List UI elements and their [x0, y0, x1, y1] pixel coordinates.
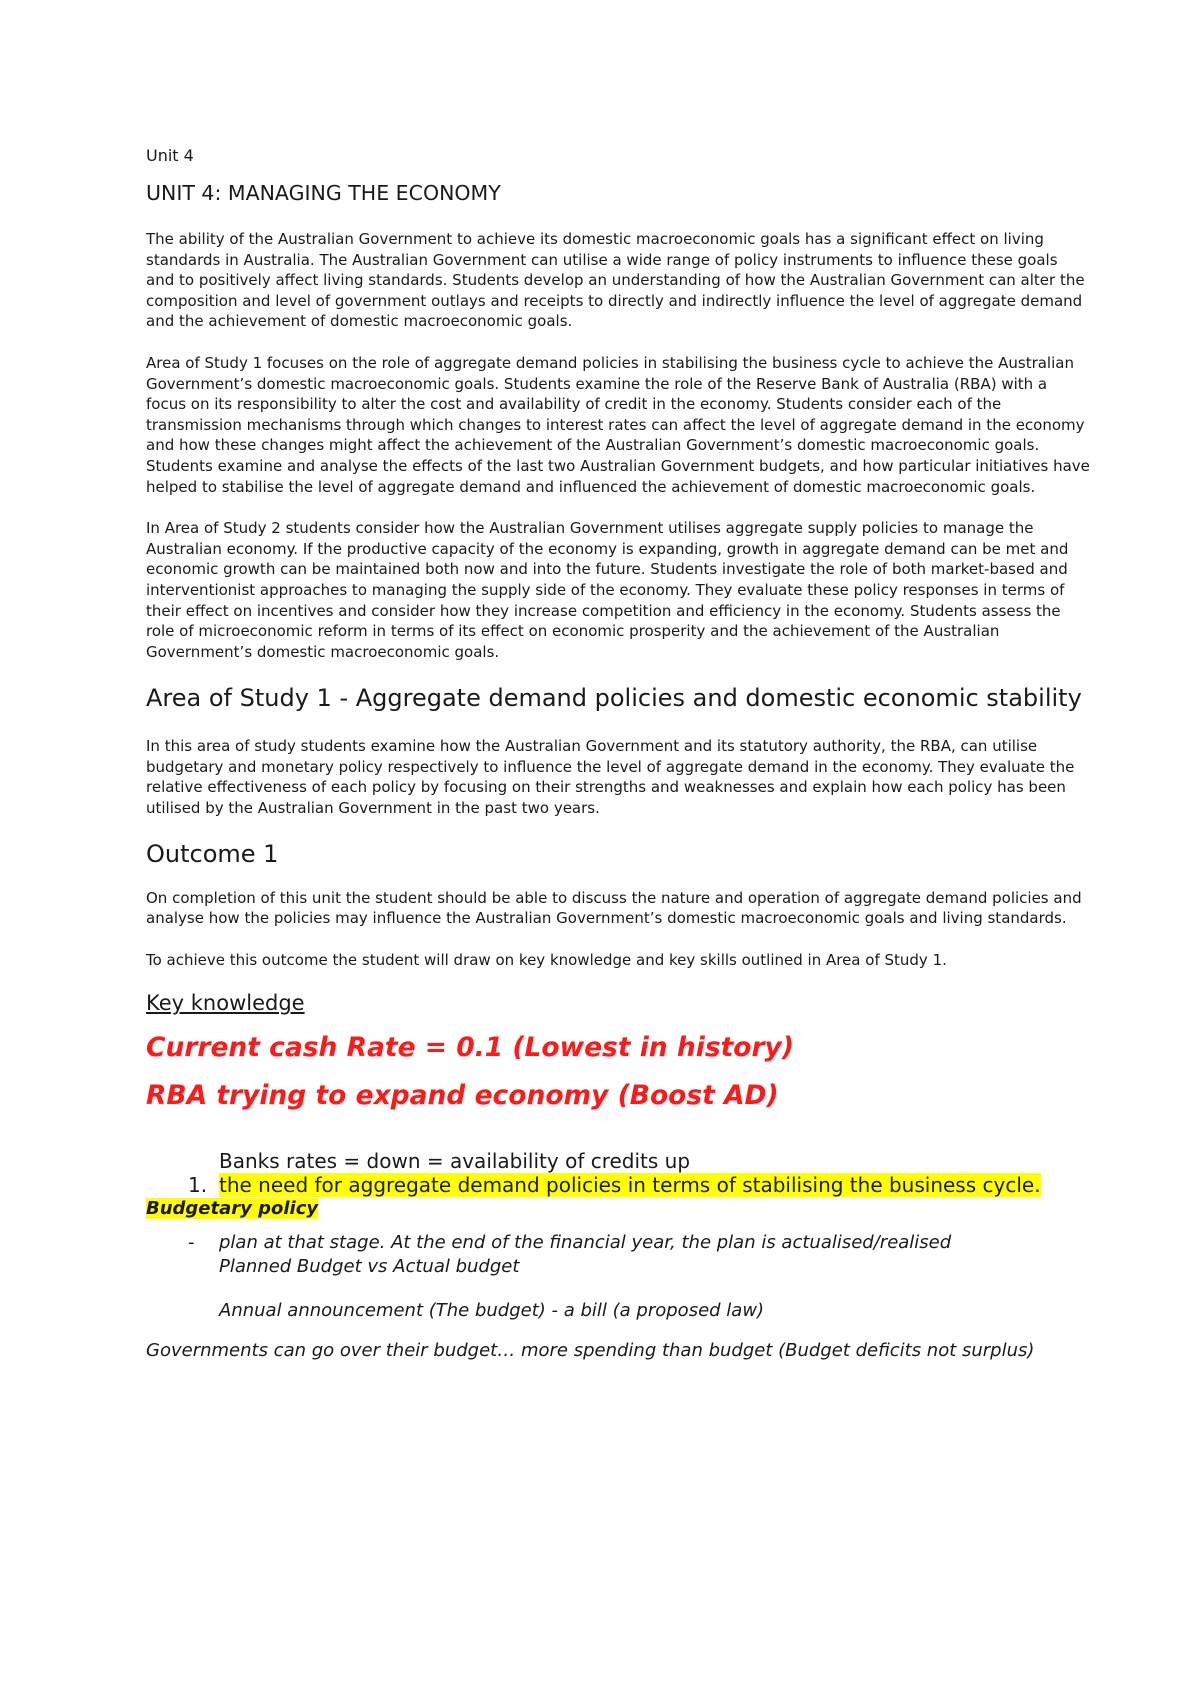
governments-budget-line: Governments can go over their budget… more spending than budget (Budget deficits not surplus)	[146, 1340, 1035, 1362]
bullet-item	[188, 1231, 1090, 1255]
banks-rates-note: Banks rates = down = availability of credits up	[219, 1149, 691, 1174]
area-of-study-1-paragraph: In this area of study students examine how the Australian Government and its statutory authority, the RBA, can utilise budgetary and monetary policy respectively to influence the level of aggregate demand in the economy. They evaluate the relative effectiveness of each policy by focusing on their strengths and weaknesses and explain how each policy has been utilised by the Australian Government in the past two years.	[146, 737, 1075, 818]
planned-vs-actual-line: Planned Budget vs Actual budget	[219, 1256, 520, 1278]
intro-paragraph-1: The ability of the Australian Government to achieve its domestic macroeconomic goals has a significant effect on living standards in Australia. The Australian Government can utilise a wide range of policy instruments to influence these goals and to positively affect living standards. Students develop an understanding of how the Australian Government can alter the composition and level of government outlays and receipts to directly and indirectly influence the level of aggregate demand and the achievement of domestic macroeconomic goals.	[146, 230, 1085, 331]
highlighted-list-text: the need for aggregate demand policies in terms of stabilising the business cycle.	[219, 1173, 1041, 1198]
outcome-heading: Outcome 1	[146, 839, 279, 868]
key-knowledge-heading: Key knowledge	[146, 991, 305, 1016]
bullet-text: plan at that stage. At the end of the financial year, the plan is actualised/realised	[219, 1232, 952, 1254]
list-number: 1.	[188, 1173, 208, 1198]
intro-paragraph-2: Area of Study 1 focuses on the role of aggregate demand policies in stabilising the business cycle to achieve the Australian Government’s domestic macroeconomic goals. Students examine the role of the Reserve Bank of Australia (RBA) with a focus on its responsibility to alter the cost and availability of credit in the economy. Students consider each of the transmission mechanisms through which changes to interest rates can affect the level of aggregate demand in the economy and how these changes might affect the achievement of the Australian Government’s domestic macroeconomic goals. Students examine and analyse the effects of the last two Australian Government budgets, and how particular initiatives have helped to stabilise the level of aggregate demand and influenced the achievement of domestic macroeconomic goals.	[146, 353, 1090, 496]
bullet-dash: -	[188, 1232, 195, 1254]
annual-announcement-line: Annual announcement (The budget) - a bill (a proposed law)	[219, 1300, 765, 1322]
unit-title: UNIT 4: MANAGING THE ECONOMY	[146, 181, 501, 205]
intro-paragraph-3: In Area of Study 2 students consider how the Australian Government utilises aggregate supply policies to manage the Australian economy. If the productive capacity of the economy is expanding, growth in aggregate demand can be met and economic growth can be maintained both now and into the future. Students investigate the role of both market-based and interventionist approaches to managing the supply side of the economy. They evaluate these policy responses in terms of their effect on incentives and consider how they increase competition and efficiency in the economy. Students assess the role of microeconomic reform in terms of its effect on economic prosperity and the achievement of the Australian Government’s domestic macroeconomic goals.	[146, 519, 1069, 661]
list-item	[188, 1173, 1090, 1197]
outcome-paragraph-2: To achieve this outcome the student will draw on key knowledge and key skills outlined in Area of Study 1.	[146, 950, 947, 969]
area-of-study-1-heading: Area of Study 1 - Aggregate demand policies and domestic economic stability	[146, 684, 1082, 713]
unit-label: Unit 4	[146, 146, 194, 165]
rba-note: RBA trying to expand economy (Boost AD)	[146, 1080, 779, 1112]
budgetary-policy-label: Budgetary policy	[146, 1198, 319, 1220]
outcome-paragraph-1: On completion of this unit the student should be able to discuss the nature and operation of aggregate demand policies and analyse how the policies may influence the Australian Government’s domestic macroeconomic goals and living standards.	[146, 888, 1082, 928]
cash-rate-note: Current cash Rate = 0.1 (Lowest in history)	[146, 1032, 794, 1064]
